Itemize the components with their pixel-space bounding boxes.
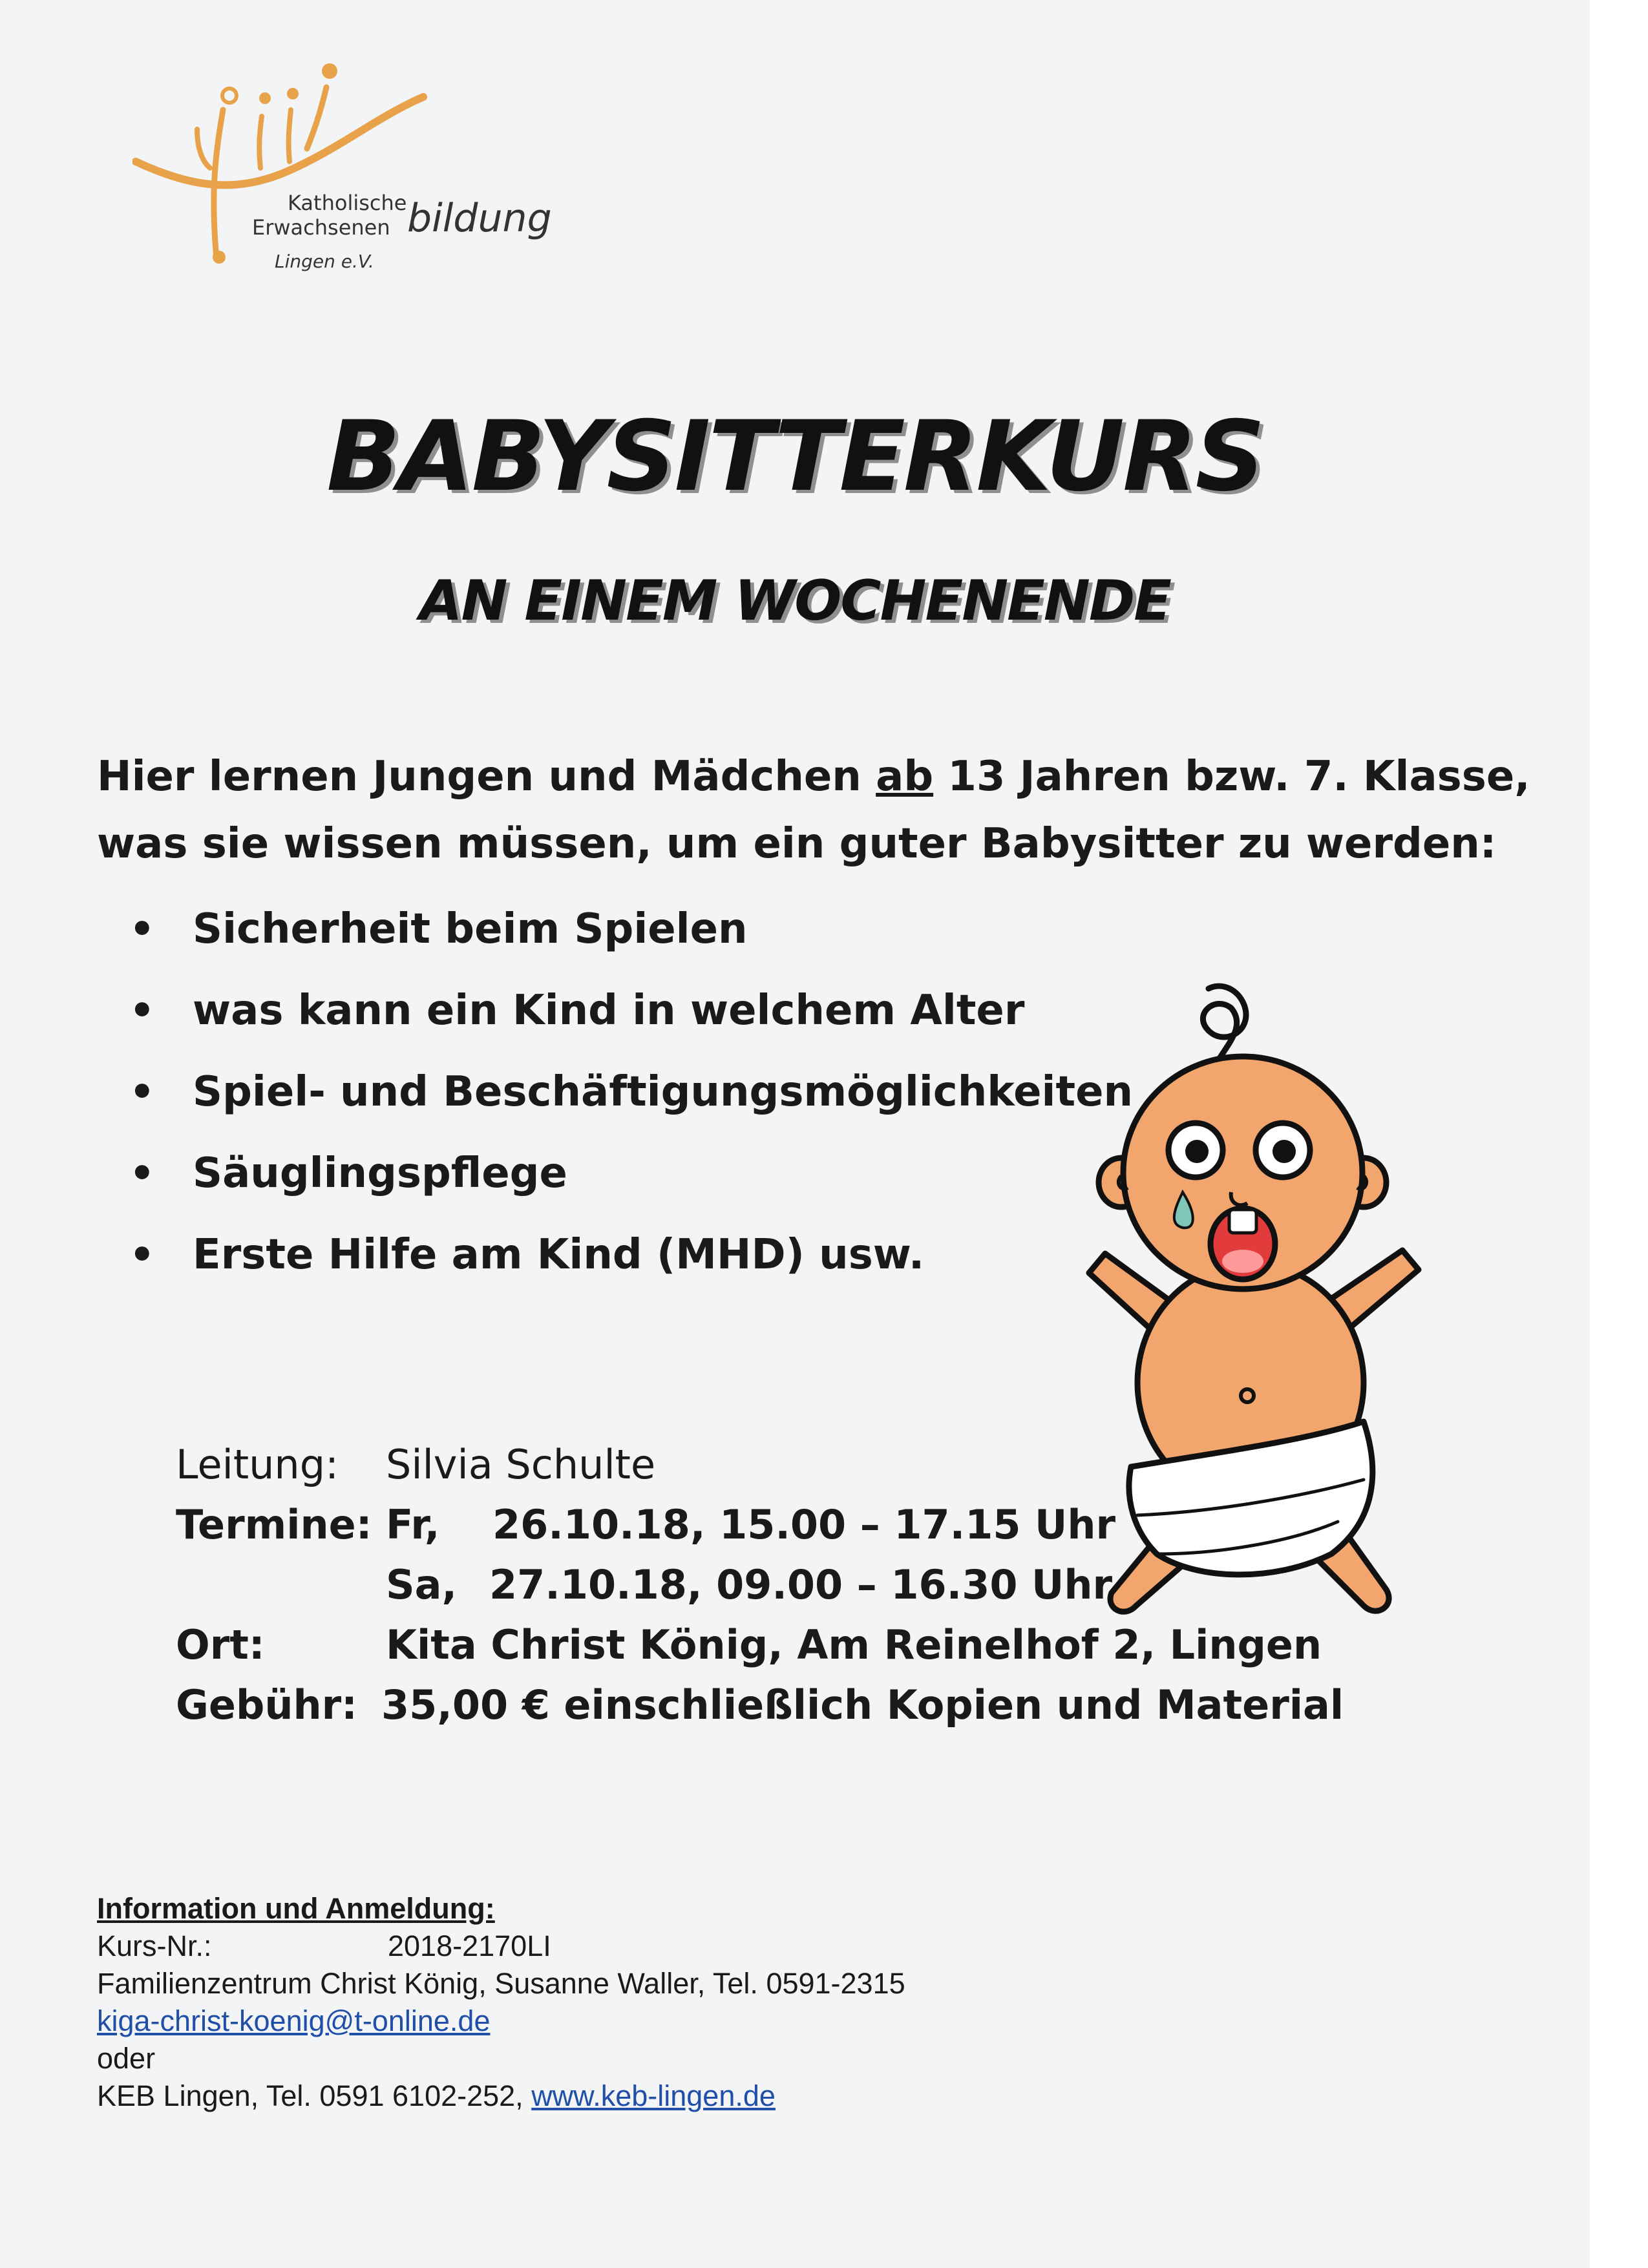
oder-text: oder bbox=[97, 2042, 156, 2075]
website-link[interactable]: www.keb-lingen.de bbox=[531, 2079, 776, 2112]
list-item: • Spiel- und Beschäftigungsmöglichkeiten bbox=[129, 1051, 1133, 1133]
email-link[interactable]: kiga-christ-koenig@t-online.de bbox=[97, 2004, 491, 2037]
scan-edge bbox=[1590, 0, 1648, 2268]
leitung-value: Silvia Schulte bbox=[386, 1441, 656, 1488]
termin1-value: 26.10.18, 15.00 – 17.15 Uhr bbox=[492, 1501, 1116, 1548]
intro-line-1: Hier lernen Jungen und Mädchen ab 13 Jahren bzw. 7. Klasse, bbox=[97, 753, 1530, 801]
leitung-label: Leitung: bbox=[176, 1441, 339, 1488]
intro-line-2: was sie wissen müssen, um ein guter Babysitter zu werden: bbox=[97, 820, 1497, 868]
page-title: BABYSITTERKURS bbox=[326, 401, 1263, 513]
termin1-day: Fr, bbox=[386, 1501, 440, 1548]
intro-text bbox=[97, 743, 1545, 877]
list-item: • Säuglingspflege bbox=[129, 1133, 1133, 1214]
kurs-row bbox=[97, 1927, 905, 1965]
gebuehr-label: Gebühr: bbox=[176, 1681, 357, 1728]
crying-baby-icon bbox=[1060, 969, 1441, 1628]
kurs-label: Kurs-Nr.: bbox=[97, 1929, 212, 1962]
gebuehr-value: 35,00 € einschließlich Kopien und Material bbox=[381, 1681, 1344, 1728]
email-row bbox=[97, 2002, 905, 2040]
contact-familienzentrum: Familienzentrum Christ König, Susanne Waller, Tel. 0591-2315 bbox=[97, 1967, 905, 2000]
page-subtitle: AN EINEM WOCHENENDE bbox=[419, 569, 1171, 633]
ort-label: Ort: bbox=[176, 1621, 265, 1668]
list-item: • was kann ein Kind in welchem Alter bbox=[129, 970, 1133, 1051]
list-item: • Erste Hilfe am Kind (MHD) usw. bbox=[129, 1214, 1133, 1296]
termin2-day: Sa, bbox=[386, 1561, 458, 1608]
logo-text-erwachsenen: Erwachsenen bbox=[252, 215, 390, 240]
termine-label: Termine: bbox=[176, 1501, 372, 1548]
kurs-value: 2018-2170LI bbox=[388, 1929, 551, 1962]
topic-list bbox=[129, 888, 1133, 1296]
logo-text-lingen: Lingen e.V. bbox=[275, 251, 374, 272]
contact-keb: KEB Lingen, Tel. 0591 6102-252, www.keb-lingen.de bbox=[97, 2079, 776, 2112]
termin2-value: 27.10.18, 09.00 – 16.30 Uhr bbox=[489, 1561, 1113, 1608]
intro-underlined-word: ab bbox=[876, 753, 934, 801]
info-heading: Information und Anmeldung: bbox=[97, 1892, 495, 1925]
logo-text-bildung: bildung bbox=[407, 196, 552, 241]
info-block bbox=[97, 1890, 905, 2115]
keb-logo bbox=[132, 58, 585, 278]
ort-value: Kita Christ König, Am Reinelhof 2, Lingen bbox=[386, 1621, 1322, 1668]
logo-text-katholische: Katholische bbox=[288, 191, 407, 215]
list-item: • Sicherheit beim Spielen bbox=[129, 888, 1133, 970]
